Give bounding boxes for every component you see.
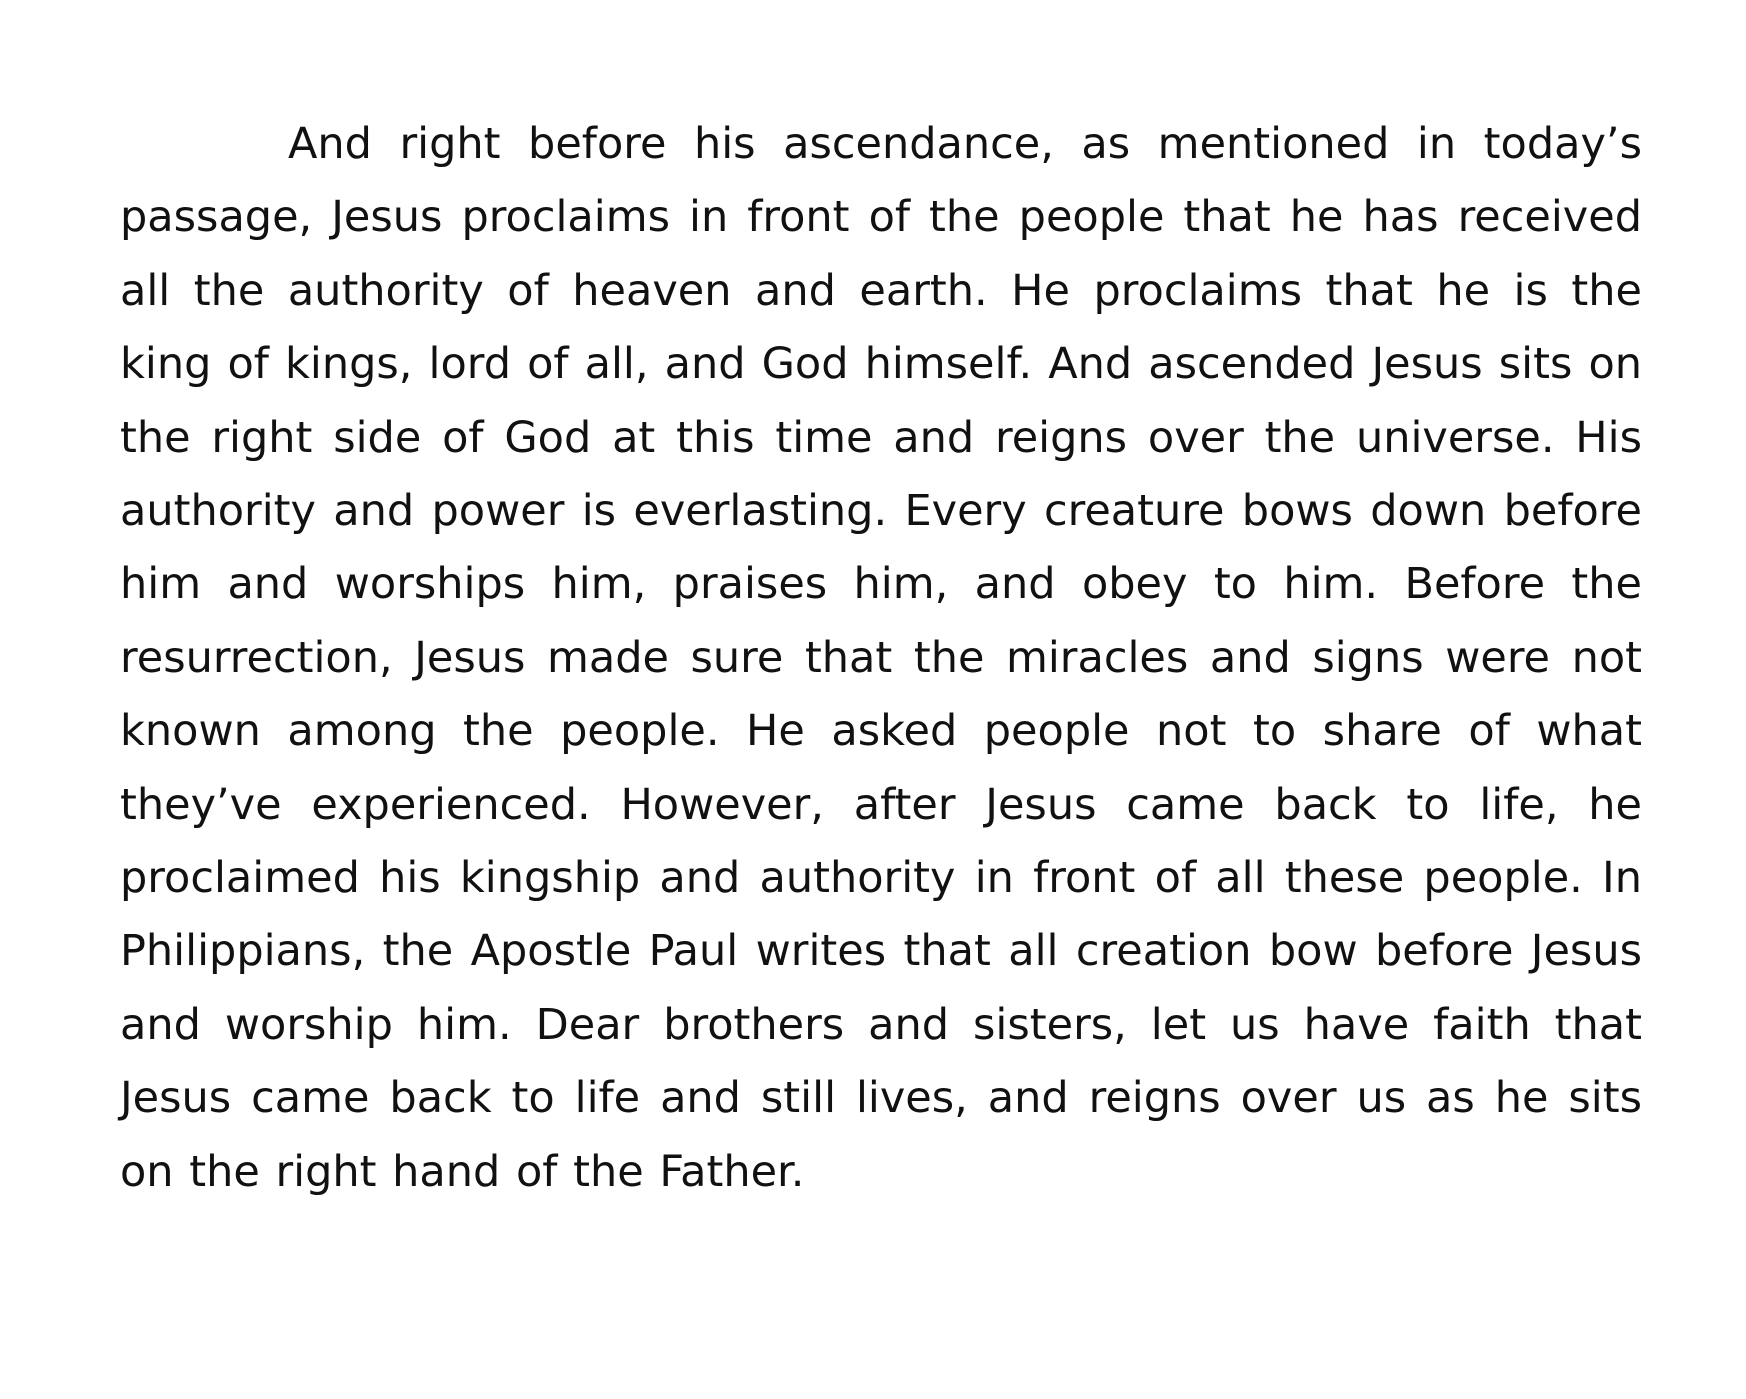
body-paragraph: And right before his ascendance, as mentioned in today’s passage, Jesus proclaims in front of the people that he has received all the authority of heaven and earth. He proclaims that he is the king of kings, lord of all, and God himself. And ascended Jesus sits on the right side of God at this time and reigns over the universe. His authority and power is everlasting. Every creature bows down before him and worships him, praises him, and obey to him. Before the resurrection, Jesus made sure that the miracles and signs were not known among the people. He asked people not to share of what they’ve experienced. However, after Jesus came back to life, he proclaimed his kingship and authority in front of all these people. In Philippians, the Apostle Paul writes that all creation bow before Jesus and worship him. Dear brothers and sisters, let us have faith that Jesus came back to life and still lives, and reigns over us as he sits on the right hand of the Father. [120, 119, 1642, 1197]
